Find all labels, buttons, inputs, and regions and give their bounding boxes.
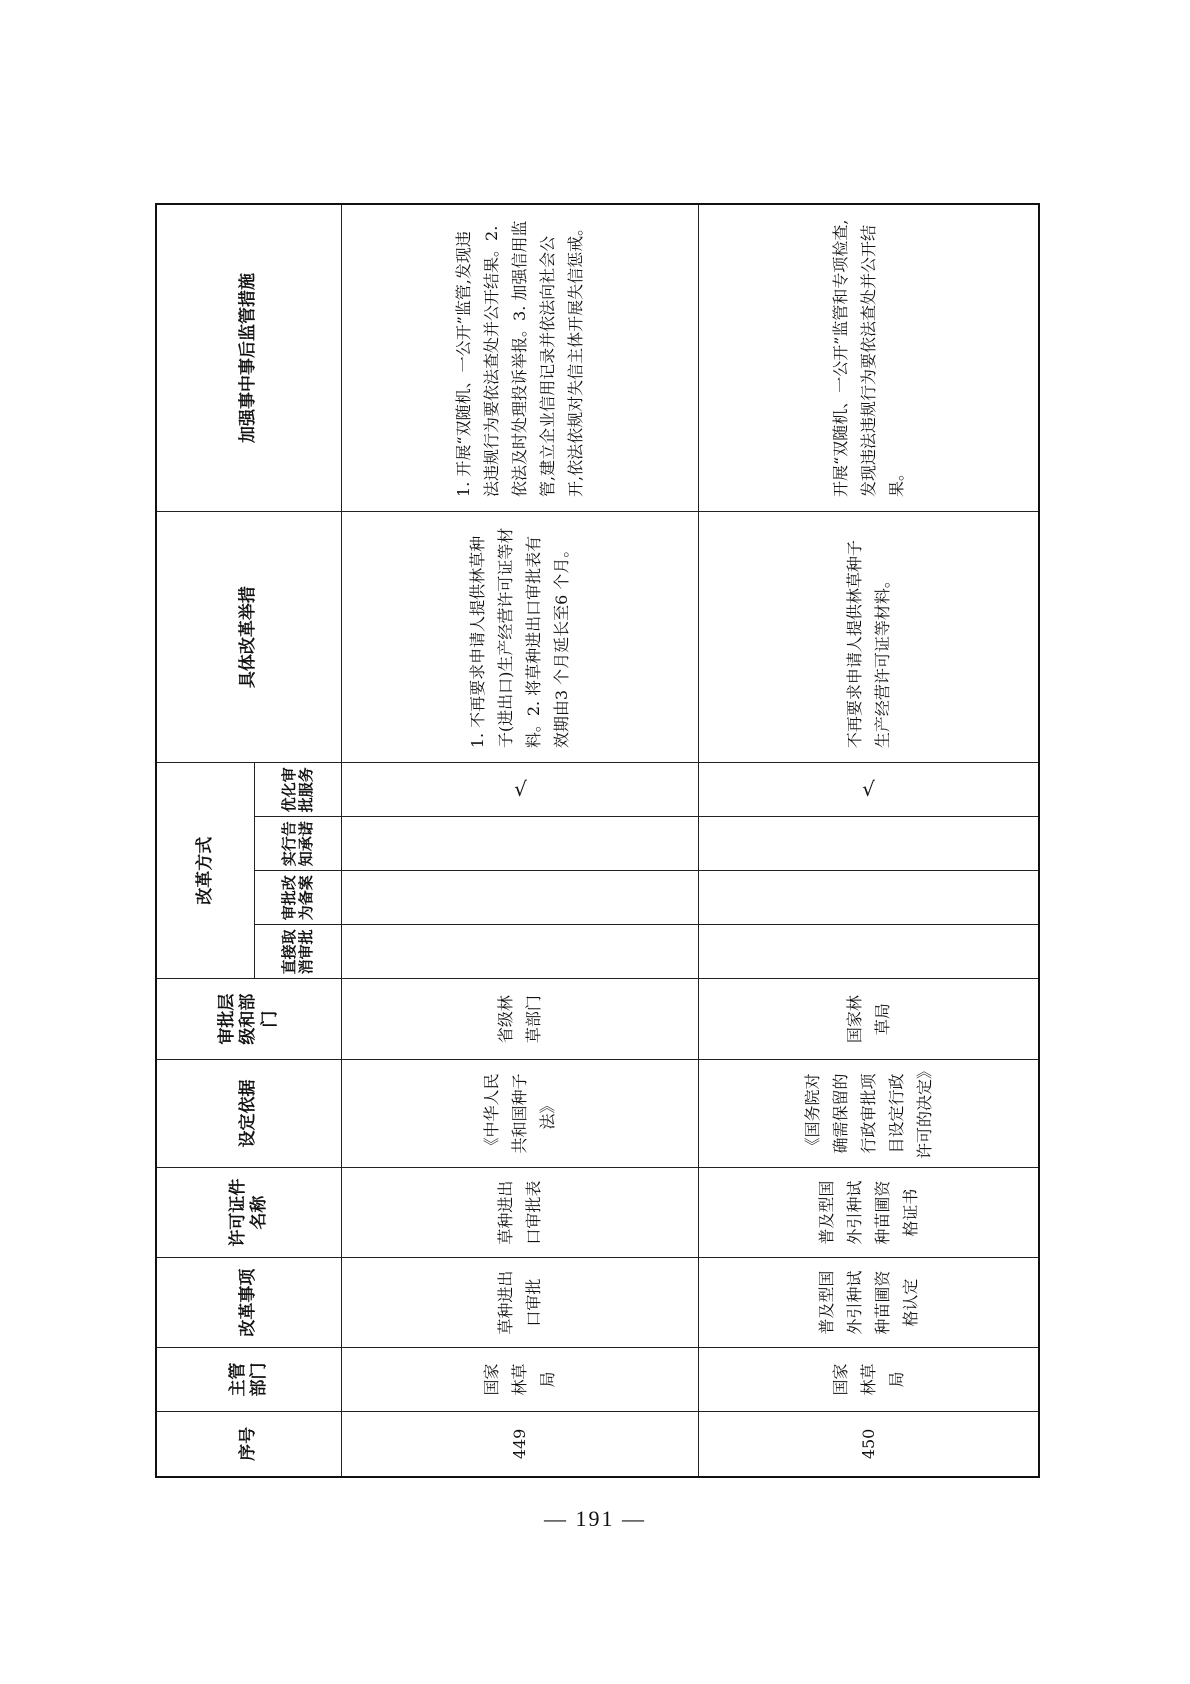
header-method: 改革方式 xyxy=(156,763,254,979)
cell-supervision: 1. 开展“双随机、一公开”监管,发现违法违规行为要依法查处并公开结果。2. 依法及时处理投诉举报。3. 加强信用监管,建立企业信用记录并依法向社会公开,依法依规对失信主体开展失信惩戒。 xyxy=(342,204,699,511)
cell-measures: 1. 不再要求申请人提供林草种子(进出口)生产经营许可证等材料。2. 将草种进出口审批表有效期由3 个月延长至6 个月。 xyxy=(342,511,699,762)
rotated-table-wrapper xyxy=(155,203,1040,1478)
cell-dept: 国家林草局 xyxy=(342,1348,699,1412)
cell-method-record xyxy=(699,871,1039,925)
header-row xyxy=(156,204,254,1477)
cell-method-commit xyxy=(699,817,1039,871)
cell-item: 草种进出口审批 xyxy=(342,1258,699,1348)
header-cert: 许可证件名称 xyxy=(156,1168,342,1258)
cell-method-cancel xyxy=(342,925,699,979)
cell-level: 省级林草部门 xyxy=(342,979,699,1060)
header-method-commit: 实行告知承诺 xyxy=(254,817,342,871)
cell-method-commit xyxy=(342,817,699,871)
cell-item: 普及型国外引种试种苗圃资格认定 xyxy=(699,1258,1039,1348)
cell-cert: 普及型国外引种试种苗圃资格证书 xyxy=(699,1168,1039,1258)
check-mark: √ xyxy=(862,777,875,802)
cell-basis: 《中华人民共和国种子法》 xyxy=(342,1059,699,1167)
cell-basis: 《国务院对确需保留的行政审批项目设定行政许可的决定》 xyxy=(699,1059,1039,1167)
header-seq: 序号 xyxy=(156,1411,342,1477)
cell-method-record xyxy=(342,871,699,925)
header-supervision: 加强事中事后监管措施 xyxy=(156,204,342,511)
cell-method-cancel xyxy=(699,925,1039,979)
cell-measures: 不再要求申请人提供林草种子生产经营许可证等材料。 xyxy=(699,511,1039,762)
cell-cert: 草种进出口审批表 xyxy=(342,1168,699,1258)
header-basis: 设定依据 xyxy=(156,1059,342,1167)
header-item: 改革事项 xyxy=(156,1258,342,1348)
header-method-record: 审批改为备案 xyxy=(254,871,342,925)
header-dept: 主管部门 xyxy=(156,1348,342,1412)
cell-method-optimize xyxy=(699,763,1039,817)
table-row xyxy=(342,204,699,1477)
table-row xyxy=(699,204,1039,1477)
cell-method-optimize xyxy=(342,763,699,817)
header-measures: 具体改革举措 xyxy=(156,511,342,762)
header-method-optimize: 优化审批服务 xyxy=(254,763,342,817)
cell-dept: 国家林草局 xyxy=(699,1348,1039,1412)
page-number: — 191 — xyxy=(544,1506,646,1531)
check-mark: √ xyxy=(513,777,527,802)
header-method-cancel: 直接取消审批 xyxy=(254,925,342,979)
reform-table xyxy=(155,203,1040,1478)
header-level: 审批层级和部门 xyxy=(156,979,342,1060)
cell-seq: 449 xyxy=(342,1411,699,1477)
cell-level: 国家林草局 xyxy=(699,979,1039,1060)
cell-supervision: 开展“双随机、一公开”监管和专项检查,发现违法违规行为要依法查处并公开结果。 xyxy=(699,204,1039,511)
cell-seq: 450 xyxy=(699,1411,1039,1477)
